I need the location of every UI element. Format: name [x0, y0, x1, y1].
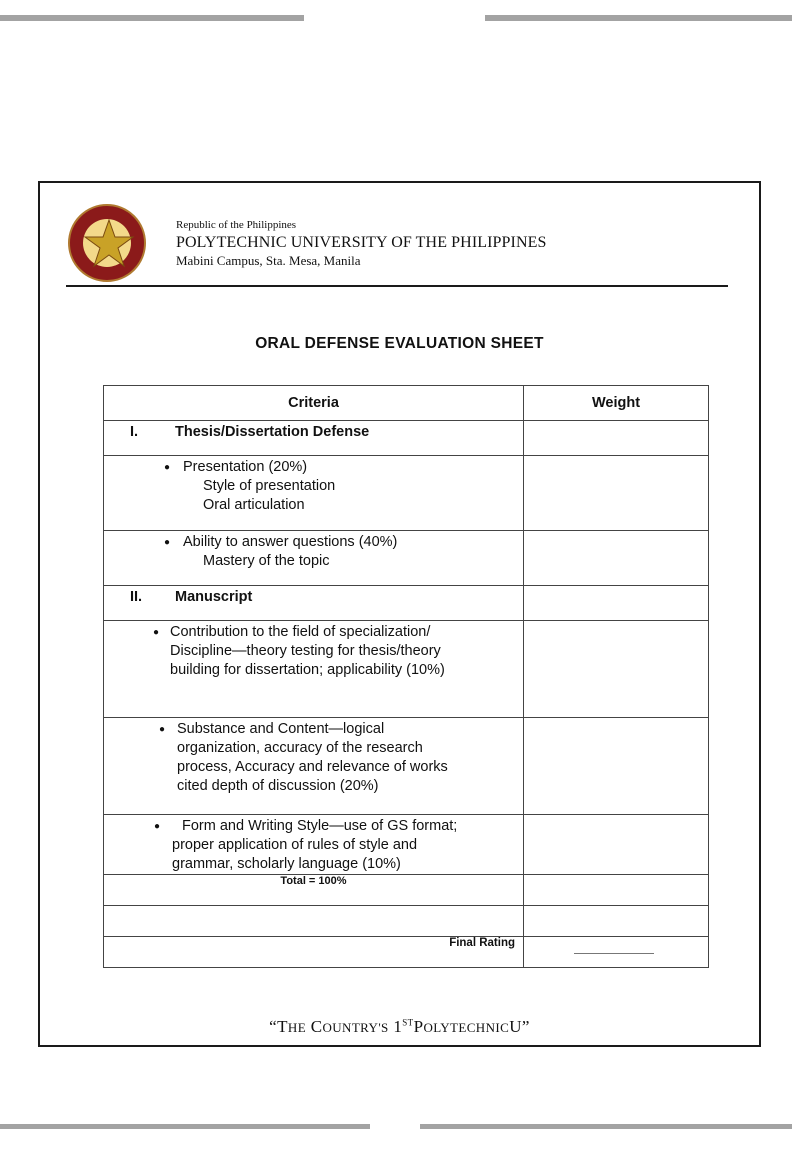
table-row	[104, 586, 709, 621]
criterion-line: proper application of rules of style and	[172, 837, 418, 853]
criterion-sub: Oral articulation	[203, 497, 305, 513]
criterion-line: grammar, scholarly language (10%)	[172, 856, 401, 872]
weight-cell[interactable]	[524, 621, 709, 718]
table-row	[104, 531, 709, 586]
bottom-left-rule	[0, 1124, 370, 1129]
criteria-cell	[104, 621, 524, 718]
criterion-line: Discipline—theory testing for thesis/theory	[170, 643, 441, 659]
criterion-label: Ability to answer questions (40%)	[183, 534, 398, 550]
weight-header: Weight	[524, 386, 709, 421]
table-header-row	[104, 386, 709, 421]
criterion-sub: Style of presentation	[203, 478, 336, 494]
final-rating-row	[104, 937, 709, 968]
final-rating-line	[574, 953, 654, 954]
criterion-line: organization, accuracy of the research	[177, 740, 423, 756]
table-row	[104, 815, 709, 875]
criteria-cell	[104, 456, 524, 531]
university-motto: “THE COUNTRY'S 1STPOLYTECHNICU”	[269, 1017, 530, 1036]
criteria-cell	[104, 718, 524, 815]
weight-cell[interactable]	[524, 586, 709, 621]
criterion-line: cited depth of discussion (20%)	[177, 778, 379, 794]
section-heading	[104, 586, 524, 621]
section-number: II.	[130, 589, 143, 605]
criterion-line: building for dissertation; applicability (10%)	[170, 662, 445, 678]
criterion-line: Form and Writing Style—use of GS format;	[182, 818, 458, 834]
letterhead	[176, 219, 547, 269]
table-row	[104, 718, 709, 815]
criterion-line: process, Accuracy and relevance of works	[177, 759, 448, 775]
criteria-cell	[104, 531, 524, 586]
weight-cell[interactable]	[524, 421, 709, 456]
criterion-line: Contribution to the field of specialization/	[170, 624, 431, 640]
table-row	[104, 621, 709, 718]
weight-cell[interactable]	[524, 456, 709, 531]
bullet-icon: ●	[154, 821, 161, 832]
republic-text: Republic of the Philippines	[176, 219, 297, 231]
final-rating-cell[interactable]	[524, 937, 709, 968]
document-frame	[38, 181, 761, 1047]
university-name: POLYTECHNIC UNIVERSITY OF THE PHILIPPINES	[176, 234, 547, 251]
top-right-rule	[485, 15, 792, 21]
table-row	[104, 906, 709, 937]
total-weight-cell[interactable]	[524, 875, 709, 906]
letterhead-divider	[66, 285, 728, 287]
section-heading	[104, 421, 524, 456]
weight-cell[interactable]	[524, 718, 709, 815]
page-title: ORAL DEFENSE EVALUATION SHEET	[255, 335, 544, 352]
bullet-icon: ●	[159, 724, 166, 735]
section-label: Manuscript	[175, 589, 253, 605]
university-seal-icon	[68, 204, 146, 282]
total-label: Total = 100%	[104, 875, 524, 906]
criterion-label: Presentation (20%)	[183, 459, 308, 475]
table-row	[104, 456, 709, 531]
total-row	[104, 875, 709, 906]
section-label: Thesis/Dissertation Defense	[175, 424, 370, 440]
evaluation-table	[103, 385, 709, 968]
table-row	[104, 421, 709, 456]
weight-cell[interactable]	[524, 815, 709, 875]
bullet-icon: ●	[164, 537, 171, 548]
bullet-icon: ●	[164, 462, 171, 473]
criteria-cell	[104, 815, 524, 875]
blank-cell	[104, 906, 524, 937]
bottom-right-rule	[420, 1124, 792, 1129]
criteria-header: Criteria	[104, 386, 524, 421]
weight-cell[interactable]	[524, 531, 709, 586]
criterion-sub: Mastery of the topic	[203, 553, 330, 569]
blank-cell	[524, 906, 709, 937]
section-number: I.	[130, 424, 139, 440]
campus-address: Mabini Campus, Sta. Mesa, Manila	[176, 253, 361, 268]
bullet-icon: ●	[153, 627, 160, 638]
criterion-line: Substance and Content—logical	[177, 721, 385, 737]
top-left-rule	[0, 15, 304, 21]
final-rating-label: Final Rating	[104, 937, 524, 968]
